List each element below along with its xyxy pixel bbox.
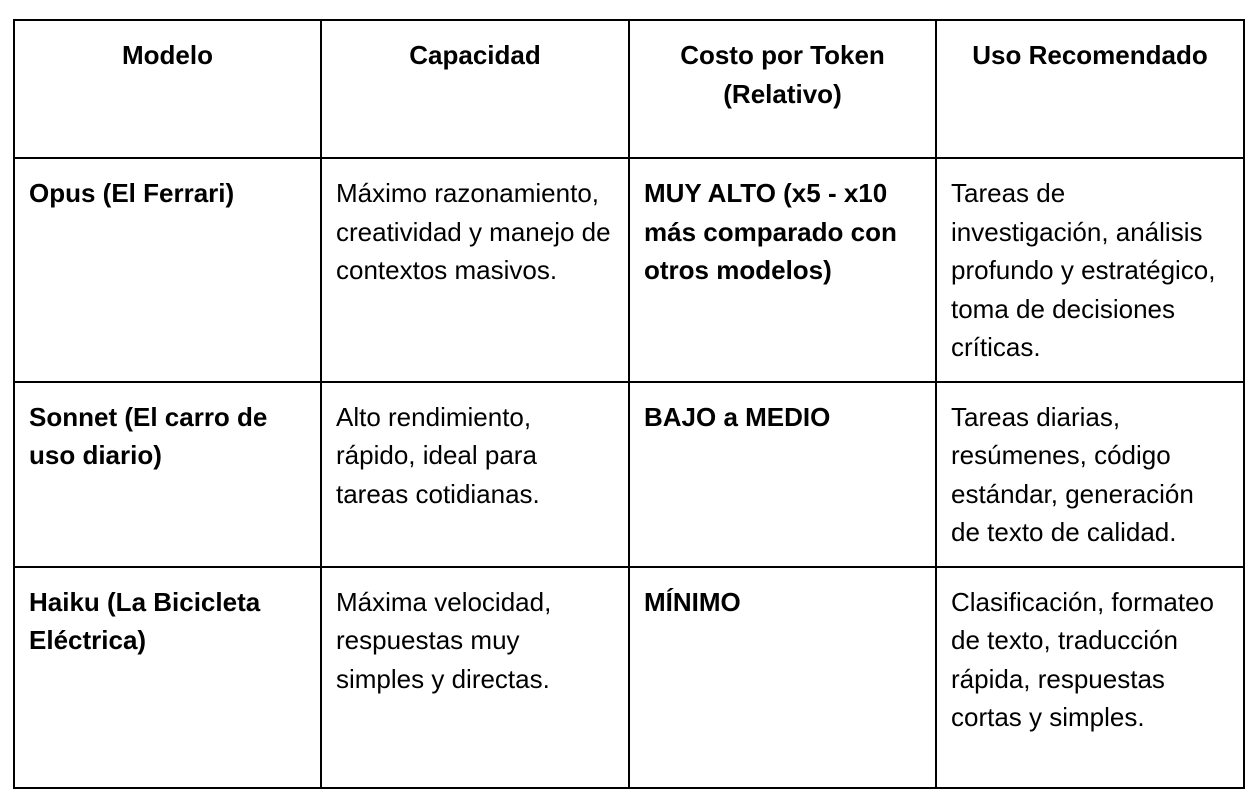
table-row [14,567,1244,788]
cost-cell: MUY ALTO (x5 - x10 más comparado con otros modelos) [629,158,936,382]
table-row [14,158,1244,382]
header-row [14,20,1244,158]
use-cell: Tareas de investigación, análisis profundo y estratégico, toma de decisiones críticas. [936,158,1244,382]
cost-cell: MÍNIMO [629,567,936,788]
capacity-cell: Máxima velocidad, respuestas muy simples y directas. [321,567,629,788]
model-cell: Sonnet (El carro de uso diario) [14,382,321,567]
header-cost: Costo por Token (Relativo) [629,20,936,158]
table-header [14,20,1244,158]
model-comparison-table [13,19,1245,789]
header-model: Modelo [14,20,321,158]
table-body [14,158,1244,788]
header-use: Uso Recomendado [936,20,1244,158]
capacity-cell: Alto rendimiento, rápido, ideal para tareas cotidianas. [321,382,629,567]
use-cell: Tareas diarias, resúmenes, código estándar, generación de texto de calidad. [936,382,1244,567]
use-cell: Clasificación, formateo de texto, traducción rápida, respuestas cortas y simples. [936,567,1244,788]
header-capacity: Capacidad [321,20,629,158]
cost-cell: BAJO a MEDIO [629,382,936,567]
model-cell: Opus (El Ferrari) [14,158,321,382]
table-row [14,382,1244,567]
model-cell: Haiku (La Bicicleta Eléctrica) [14,567,321,788]
capacity-cell: Máximo razonamiento, creatividad y manejo de contextos masivos. [321,158,629,382]
